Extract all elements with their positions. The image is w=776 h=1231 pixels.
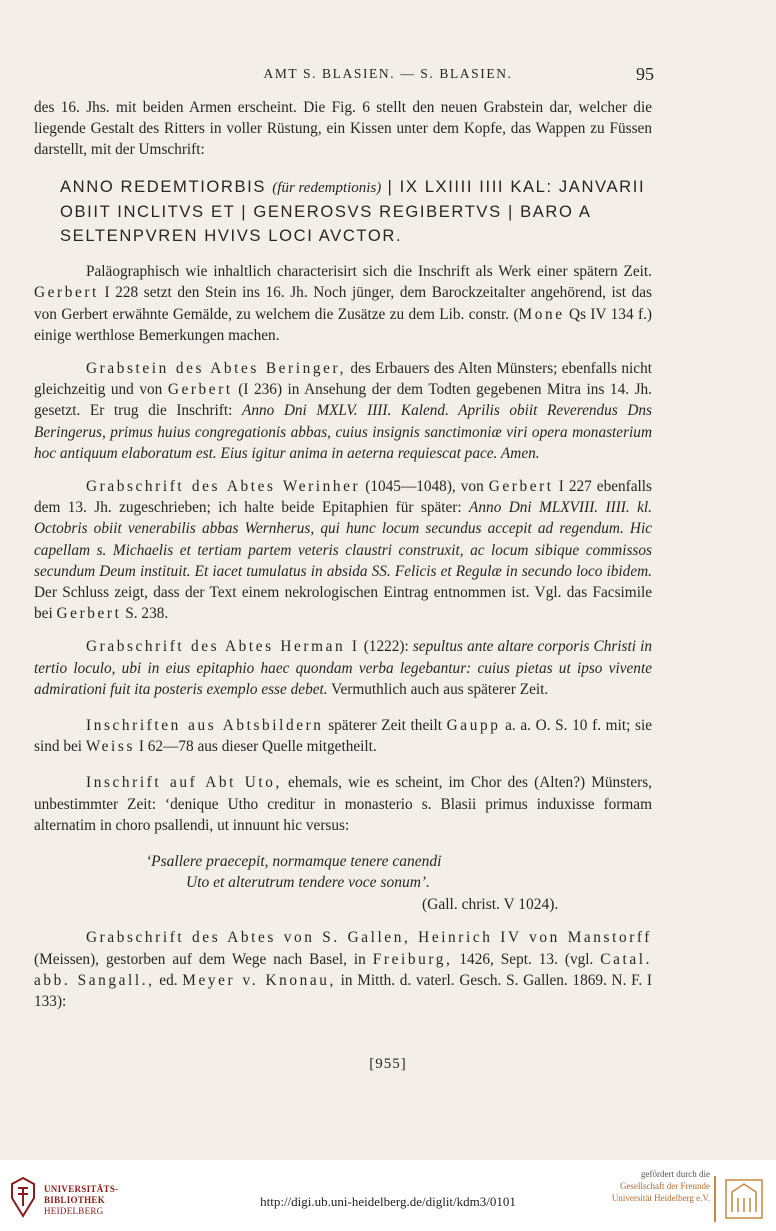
sponsor-line: gefördert durch die <box>641 1169 710 1179</box>
author-name: Mone <box>518 305 565 323</box>
text-run: 1426, Sept. 13. (vgl. <box>459 950 594 968</box>
inscription-note: (für redemptionis) <box>272 179 382 196</box>
author-name: Gerbert <box>34 284 99 302</box>
text-run: (Meissen), gestorben auf dem Wege nach Basel, in <box>34 950 366 968</box>
paragraph-intro: des 16. Jhs. mit beiden Armen erscheint. Die Fig. 6 stellt den neuen Grabstein dar, welcher die liegende Gestalt des Ritters in voller Rüstung, ein Kissen unter dem Kopfe, das Wappen zu Füssen darstellt, mit der Umschrift: <box>34 99 652 159</box>
text-run: (1222): <box>363 638 409 656</box>
text-run: Qs IV 134 f.) einige werthlose Bemerkungen machen. <box>34 305 653 344</box>
author-name: Gerbert <box>488 477 554 495</box>
sponsor-line: Universität Heidelberg e.V. <box>611 1193 710 1203</box>
verse-line: ‘Psallere praecepit, normamque tenere canendi <box>146 852 442 870</box>
verse-source: (Gall. christ. V 1024). <box>422 895 559 913</box>
inscription-text-b: | IX LXIIII IIII KAL: JANVARII OBIIT INCLITVS ET | GENEROSVS REGIBERTVS | BARO A SELTENPVREN HVIVS LOCI AVCTOR. <box>60 176 646 245</box>
verse-line: Uto et alterutrum tendere voce sonum’. <box>186 874 430 892</box>
sponsor-text <box>590 1168 710 1204</box>
text-run: I 227 ebenfalls dem 13. Jh. zugeschrieben; ich halte beide Epitaphien für später: <box>34 477 652 517</box>
author-name: Gerbert <box>56 605 122 623</box>
section-heading: Grabschrift des Abtes von S. Gallen, Heinrich IV von Manstorff <box>86 929 652 947</box>
running-title: AMT S. BLASIEN. — S. BLASIEN. <box>263 66 513 81</box>
section-heading: Grabschrift des Abtes Herman I <box>86 638 360 656</box>
paragraph-uto <box>34 772 652 836</box>
text-run: Paläographisch wie inhaltlich characterisirt sich die Inschrift als Werk einer spätern Zeit. <box>86 263 652 281</box>
page-footer-number: [955] <box>369 1056 407 1072</box>
text-run: I 62—78 aus dieser Quelle mitgetheilt. <box>138 738 377 756</box>
page-body <box>34 97 652 1012</box>
text-run: Der Schluss zeigt, dass der Text einem nekrologischen Eintrag entnommen ist. Vgl. das Facsimile bei <box>34 583 652 623</box>
text-run: in Mitth. d. vaterl. Gesch. S. Gallen. 1869. N. F. I 133): <box>34 971 653 1011</box>
text-run: Vermuthlich auch aus späterer Zeit. <box>331 680 549 698</box>
library-line: BIBLIOTHEK <box>44 1195 106 1205</box>
permalink-url[interactable]: http://digi.ub.uni-heidelberg.de/diglit/kdm3/0101 <box>260 1194 516 1209</box>
text-run: a. a. O. S. 10 f. mit; sie sind bei <box>34 716 652 756</box>
text-run: des Erbauers des Alten Münsters; ebenfalls nicht gleichzeitig und von <box>34 359 652 399</box>
section-heading: Grabschrift des Abtes Werinher <box>86 477 361 495</box>
text-run: (1045—1048), von <box>365 477 484 495</box>
author-name: Meyer v. Knonau, <box>182 971 336 989</box>
text-run: späterer Zeit theilt <box>328 716 442 734</box>
sponsor-divider <box>714 1176 716 1222</box>
sponsor-logo-icon <box>722 1176 766 1222</box>
reference-title: Catal. abb. Sangall., <box>34 950 653 989</box>
paragraph-beringer <box>34 358 652 464</box>
library-line: HEIDELBERG <box>44 1206 104 1216</box>
paragraph-st-gallen <box>34 927 652 1012</box>
text-run: I 228 setzt den Stein ins 16. Jh. Noch jünger, dem Barockzeitalter angehörend, ist das von Gerbert erwähnte Gemälde, zu welchem die Zusätze zu dem Lib. constr. ( <box>34 284 652 323</box>
author-name: Gaupp <box>446 716 501 734</box>
library-line: UNIVERSITÄTS- <box>44 1184 119 1194</box>
paragraph-palaeography <box>34 261 652 346</box>
page-number: 95 <box>636 64 654 84</box>
section-heading: Grabstein des Abtes Beringer, <box>86 359 346 377</box>
section-heading: Inschrift auf Abt Uto, <box>86 774 282 792</box>
verse-block <box>34 851 652 916</box>
text-run: (I 236) in Ansehung der dem Todten gegebenen Mitra ins 14. Jh. gesetzt. Er trug die Inschrift: <box>34 381 652 420</box>
inscription-block <box>60 175 652 248</box>
paragraph-herman <box>34 636 652 700</box>
text-run: ed. <box>159 971 178 989</box>
paragraph-abtsbilder <box>34 715 652 757</box>
inscription-text-a: ANNO REDEMTIORBIS <box>60 176 267 196</box>
text-run: S. 238. <box>125 605 169 623</box>
sponsor-line: Gesellschaft der Freunde <box>620 1181 710 1191</box>
text-run: ehemals, wie es scheint, im Chor des (Alten?) Münsters, unbestimmter Zeit: ‘denique Utho creditur in monasterio s. Blasii primus induxisse formam alternatim in choro psallendi, ut innuunt hic versus: <box>34 774 652 834</box>
place-name: Freiburg, <box>372 950 453 968</box>
latin-inscription: sepultus ante altare corporis Christi in tertio loculo, ubi in eius epitaphio haec quondam verba legebantur: cuius pietas ut ipso vivente admirationi fuit ita posteris exemplo esse debet. <box>34 638 652 698</box>
author-name: Gerbert <box>167 381 233 399</box>
latin-inscription: Anno Dni MXLV. IIII. Kalend. Aprilis obiit Reverendus Dns Beringerus, primus huius congregationis abbas, cuius insignis sanctimoniæ viri opera monasterium hoc antiquum elaboratum est. Eius igitur anima in aeterna requiescat pace. Amen. <box>34 402 652 462</box>
author-name: Weiss <box>85 738 136 756</box>
latin-inscription: Anno Dni MLXVIII. IIII. kl. Octobris obiit venerabilis abbas Wernherus, qui hunc locum secundus accepit ad regendum. Hic capellam s. Michaelis et tertiam partem veteris claustri construxit, ac locum sibique commissos secundum Deum instituit. Et iacet tumulatus in absida SS. Felicis et Regulæ in secundo loco ibidem. <box>34 499 652 580</box>
paragraph-werinher <box>34 476 652 624</box>
running-head <box>0 66 776 86</box>
section-heading: Inschriften aus Abtsbildern <box>86 716 324 734</box>
